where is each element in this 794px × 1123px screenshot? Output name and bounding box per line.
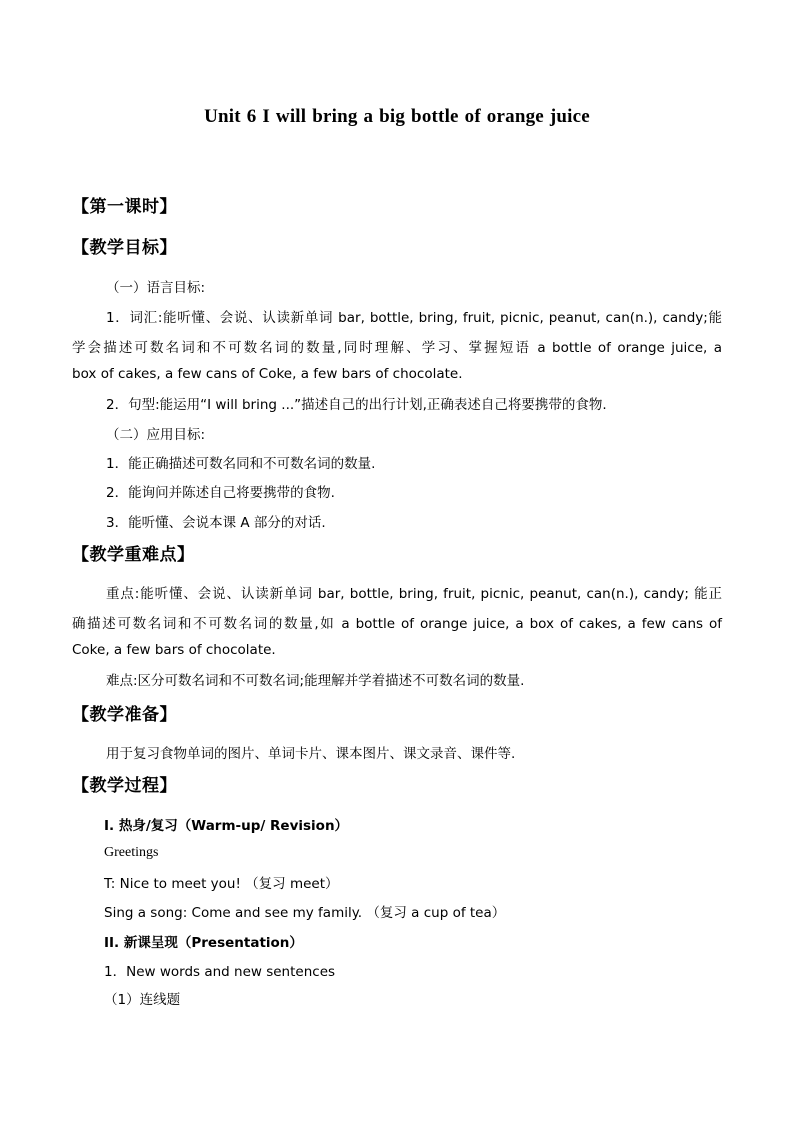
app-goal-3: 3．能听懂、会说本课 A 部分的对话. [106, 515, 326, 531]
vocab-line-3: box of cakes, a few cans of Coke, a few bars of chocolate. [72, 366, 463, 382]
heading-process: 【教学过程】 [72, 776, 177, 796]
app-goal-2: 2．能询问并陈述自己将要携带的食物. [106, 485, 335, 501]
nice-to-meet-line: T: Nice to meet you! （复习 meet） [104, 876, 339, 892]
heading-key-points: 【教学重难点】 [72, 545, 195, 565]
key-point-line-1: 重点:能听懂、会说、认读新单词 bar, bottle, bring, fruit, picnic, peanut, can(n.), candy; 能正 [106, 586, 722, 602]
matching-exercise-line: （1）连线题 [104, 992, 181, 1008]
step-2-title: II. 新课呈现（Presentation） [104, 935, 303, 951]
new-words-line: 1．New words and new sentences [104, 964, 336, 980]
heading-objectives: 【教学目标】 [72, 238, 177, 258]
app-goal-label: （二）应用目标: [106, 427, 206, 443]
lang-goal-label: （一）语言目标: [106, 280, 206, 296]
difficult-point: 难点:区分可数名词和不可数名词;能理解并学着描述不可数名词的数量. [106, 673, 525, 689]
key-point-line-3: Coke, a few bars of chocolate. [72, 642, 276, 658]
heading-preparation: 【教学准备】 [72, 705, 177, 725]
step-1-title: I. 热身/复习（Warm-up/ Revision） [104, 818, 349, 834]
vocab-line-1: 1．词汇:能听懂、会说、认读新单词 bar, bottle, bring, fruit, picnic, peanut, can(n.), candy;能 [106, 310, 722, 326]
key-point-line-2: 确描述可数名词和不可数名词的数量,如 a bottle of orange juice, a box of cakes, a few cans of [72, 616, 722, 632]
greetings-line: Greetings [104, 845, 159, 860]
sentence-goal: 2．句型:能运用“I will bring ...”描述自己的出行计划,正确表述自己将要携带的食物. [106, 397, 607, 413]
vocab-line-2: 学会描述可数名词和不可数名词的数量,同时理解、学习、掌握短语 a bottle of orange juice, a [72, 340, 722, 356]
heading-lesson: 【第一课时】 [72, 197, 177, 217]
sing-song-line: Sing a song: Come and see my family. （复习 a cup of tea） [104, 905, 506, 921]
document-title: Unit 6 I will bring a big bottle of orange juice [204, 106, 590, 127]
app-goal-1: 1．能正确描述可数名同和不可数名词的数量. [106, 456, 376, 472]
preparation-text: 用于复习食物单词的图片、单词卡片、课本图片、课文录音、课件等. [106, 746, 516, 762]
